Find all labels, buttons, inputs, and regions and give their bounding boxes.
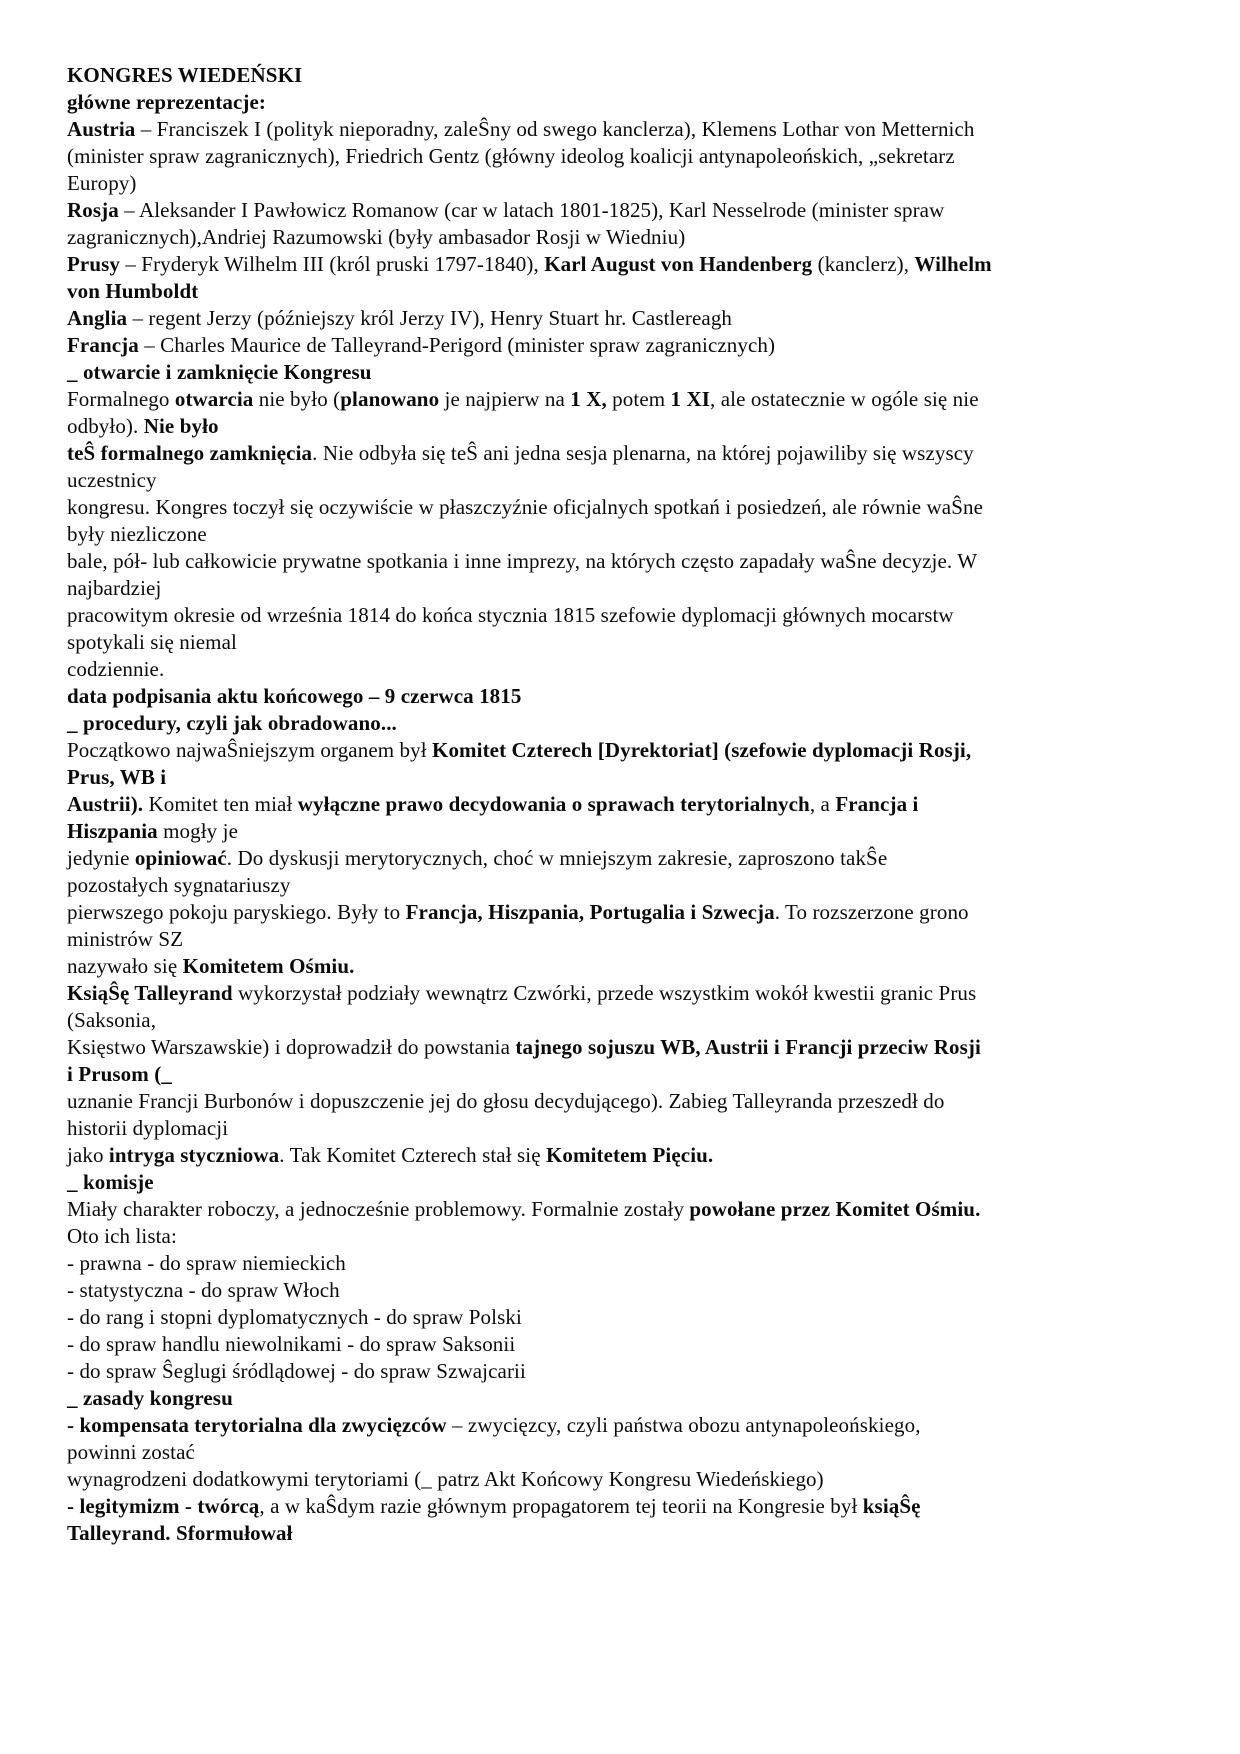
text-segment-bold: Francja, Hiszpania, Portugalia i Szwecja: [405, 900, 775, 924]
text-line: [67, 251, 1177, 278]
text-segment-bold: Komitetem Pięciu.: [545, 1143, 714, 1167]
text-segment-bold: teŜ formalnego zamknięcia: [67, 441, 313, 465]
text-segment: najbardziej: [67, 576, 162, 600]
text-line: [67, 1169, 1177, 1196]
text-line: [67, 1007, 1177, 1034]
text-segment-bold: Prusy: [67, 252, 120, 276]
text-segment-bold: intryga styczniowa: [108, 1143, 280, 1167]
text-segment: pracowitym okresie od września 1814 do końca stycznia 1815 szefowie dyplomacji głównych mocarstw: [67, 603, 954, 627]
text-line: [67, 845, 1177, 872]
text-segment: - do rang i stopni dyplomatycznych - do spraw Polski: [67, 1305, 522, 1329]
text-segment: nazywało się: [67, 954, 183, 978]
text-line: [67, 89, 1177, 116]
text-line: [67, 224, 1177, 251]
text-segment: odbyło).: [67, 414, 144, 438]
text-segment: , ale ostatecznie w ogóle się nie: [710, 387, 979, 411]
text-line: [67, 386, 1177, 413]
text-line: [67, 656, 1177, 683]
text-segment-bold: ksiąŜę: [862, 1494, 921, 1518]
text-segment: pozostałych sygnatariuszy: [67, 873, 291, 897]
text-segment-bold: _ zasady kongresu: [67, 1386, 233, 1410]
text-segment-bold: i Prusom (_: [67, 1062, 172, 1086]
text-segment: uznanie Francji Burbonów i dopuszczenie jej do głosu decydującego). Zabieg Talleyranda przeszedł do: [67, 1089, 945, 1113]
text-segment: ministrów SZ: [67, 927, 184, 951]
text-segment: je najpierw na: [439, 387, 571, 411]
text-line: [67, 305, 1177, 332]
text-segment: kongresu. Kongres toczył się oczywiście w płaszczyźnie oficjalnych spotkań i posiedzeń, ale równie waŜne: [67, 495, 984, 519]
text-segment: potem: [606, 387, 671, 411]
text-segment-bold: Austria: [67, 117, 136, 141]
text-segment: historii dyplomacji: [67, 1116, 229, 1140]
text-segment: wykorzystał podziały wewnątrz Czwórki, przede wszystkim wokół kwestii granic Prus: [232, 981, 977, 1005]
text-line: [67, 1196, 1177, 1223]
text-line: [67, 818, 1177, 845]
text-line: [67, 764, 1177, 791]
text-segment-bold: KONGRES WIEDEŃSKI: [67, 63, 303, 87]
text-segment-bold: data podpisania aktu końcowego – 9 czerwca 1815: [67, 684, 522, 708]
text-segment-bold: Hiszpania: [67, 819, 158, 843]
text-segment: - prawna - do spraw niemieckich: [67, 1251, 346, 1275]
text-line: [67, 1385, 1177, 1412]
text-segment: . Do dyskusji merytorycznych, choć w mniejszym zakresie, zaproszono takŜe: [226, 846, 888, 870]
text-line: [67, 1331, 1177, 1358]
text-line: [67, 494, 1177, 521]
text-segment: Oto ich lista:: [67, 1224, 177, 1248]
text-line: [67, 197, 1177, 224]
text-segment: – zwycięzcy, czyli państwa obozu antynapoleońskiego,: [446, 1413, 921, 1437]
text-line: [67, 629, 1177, 656]
text-line: [67, 1034, 1177, 1061]
text-segment: uczestnicy: [67, 468, 157, 492]
text-segment-bold: Nie było: [143, 414, 219, 438]
text-segment: , a: [809, 792, 836, 816]
text-segment-bold: Komitetem Ośmiu.: [182, 954, 355, 978]
text-line: [67, 143, 1177, 170]
text-segment-bold: powołane przez Komitet Ośmiu.: [689, 1197, 981, 1221]
text-line: [67, 602, 1177, 629]
text-line: [67, 1304, 1177, 1331]
text-segment: zagranicznych),Andriej Razumowski (były ambasador Rosji w Wiedniu): [67, 225, 686, 249]
text-line: [67, 872, 1177, 899]
text-segment: – Franciszek I (polityk nieporadny, zaleŜny od swego kanclerza), Klemens Lothar von Metternich: [135, 117, 975, 141]
text-segment-bold: Francja: [67, 333, 139, 357]
text-segment-bold: _ procedury, czyli jak obradowano...: [67, 711, 397, 735]
text-line: [67, 737, 1177, 764]
text-line: [67, 1493, 1177, 1520]
text-segment: . Tak Komitet Czterech stał się: [279, 1143, 546, 1167]
text-segment-bold: Francja i: [835, 792, 919, 816]
text-line: [67, 467, 1177, 494]
text-line: [67, 1061, 1177, 1088]
text-line: [67, 548, 1177, 575]
text-line: [67, 170, 1177, 197]
text-line: [67, 1466, 1177, 1493]
text-segment-bold: KsiąŜę Talleyrand: [67, 981, 233, 1005]
text-segment-bold: Komitet Czterech [Dyrektoriat] (szefowie dyplomacji Rosji,: [432, 738, 972, 762]
text-segment-bold: planowano: [340, 387, 440, 411]
text-segment: Początkowo najwaŜniejszym organem był: [67, 738, 433, 762]
text-line: [67, 1277, 1177, 1304]
text-segment: mogły je: [157, 819, 238, 843]
text-segment: spotykali się niemal: [67, 630, 237, 654]
text-line: [67, 899, 1177, 926]
text-segment: – Fryderyk Wilhelm III (król pruski 1797-1840),: [120, 252, 545, 276]
text-segment-bold: _ komisje: [67, 1170, 154, 1194]
text-segment: – Charles Maurice de Talleyrand-Perigord (minister spraw zagranicznych): [138, 333, 776, 357]
text-segment-bold: Wilhelm: [914, 252, 992, 276]
text-segment: wynagrodzeni dodatkowymi terytoriami (_ patrz Akt Końcowy Kongresu Wiedeńskiego): [67, 1467, 824, 1491]
text-line: [67, 1088, 1177, 1115]
text-line: [67, 1250, 1177, 1277]
text-segment: (Saksonia,: [67, 1008, 157, 1032]
text-line: [67, 1223, 1177, 1250]
text-line: [67, 359, 1177, 386]
text-line: [67, 926, 1177, 953]
text-segment-bold: Prus, WB i: [67, 765, 167, 789]
text-segment: jako: [67, 1143, 109, 1167]
text-segment: Księstwo Warszawskie) i doprowadził do powstania: [67, 1035, 516, 1059]
text-segment: Europy): [67, 171, 137, 195]
text-segment-bold: Anglia: [67, 306, 128, 330]
text-segment-bold: von Humboldt: [67, 279, 199, 303]
document-body: [67, 62, 1177, 1547]
text-segment: były niezliczone: [67, 522, 207, 546]
text-line: [67, 791, 1177, 818]
text-segment-bold: - kompensata terytorialna dla zwycięzców: [67, 1413, 447, 1437]
text-segment-bold: tajnego sojuszu WB, Austrii i Francji przeciw Rosji: [515, 1035, 981, 1059]
text-segment: - statystyczna - do spraw Włoch: [67, 1278, 340, 1302]
text-segment: - do spraw handlu niewolnikami - do spraw Saksonii: [67, 1332, 516, 1356]
text-line: [67, 1439, 1177, 1466]
text-line: [67, 1142, 1177, 1169]
text-line: [67, 278, 1177, 305]
text-segment-bold: wyłączne prawo decydowania o sprawach terytorialnych: [297, 792, 810, 816]
text-segment-bold: opiniować: [134, 846, 227, 870]
text-segment-bold: Talleyrand. Sformułował: [67, 1521, 293, 1545]
text-segment-bold: 1 XI: [670, 387, 711, 411]
text-segment-bold: Austrii).: [67, 792, 144, 816]
text-segment: . To rozszerzone grono: [774, 900, 969, 924]
text-line: [67, 440, 1177, 467]
text-line: [67, 575, 1177, 602]
text-segment-bold: Karl August von Handenberg: [544, 252, 813, 276]
text-segment-bold: 1 X,: [570, 387, 607, 411]
text-line: [67, 413, 1177, 440]
text-line: [67, 980, 1177, 1007]
text-segment: Komitet ten miał: [143, 792, 298, 816]
text-line: [67, 953, 1177, 980]
text-segment: - do spraw Ŝeglugi śródlądowej - do spraw Szwajcarii: [67, 1359, 526, 1383]
text-line: [67, 710, 1177, 737]
text-segment: – regent Jerzy (późniejszy król Jerzy IV), Henry Stuart hr. Castlereagh: [127, 306, 733, 330]
text-segment: bale, pół- lub całkowicie prywatne spotkania i inne imprezy, na których często zapadały waŜne decyzje. W: [67, 549, 978, 573]
text-segment: , a w kaŜdym razie głównym propagatorem tej teorii na Kongresie był: [259, 1494, 863, 1518]
text-line: [67, 332, 1177, 359]
text-line: [67, 1115, 1177, 1142]
text-segment: jedynie: [67, 846, 135, 870]
text-line: [67, 683, 1177, 710]
text-line: [67, 1520, 1177, 1547]
text-segment: (minister spraw zagranicznych), Friedrich Gentz (główny ideolog koalicji antynapoleońskich, „sekretarz: [67, 144, 955, 168]
text-segment: codziennie.: [67, 657, 165, 681]
text-segment: – Aleksander I Pawłowicz Romanow (car w latach 1801-1825), Karl Nesselrode (minister spraw: [118, 198, 945, 222]
text-line: [67, 116, 1177, 143]
text-segment: pierwszego pokoju paryskiego. Były to: [67, 900, 406, 924]
text-line: [67, 1412, 1177, 1439]
text-segment-bold: główne reprezentacje:: [67, 90, 266, 114]
text-segment-bold: Rosja: [67, 198, 119, 222]
text-segment: powinni zostać: [67, 1440, 195, 1464]
text-segment: . Nie odbyła się teŜ ani jedna sesja plenarna, na której pojawiliby się wszyscy: [312, 441, 974, 465]
text-line: [67, 1358, 1177, 1385]
text-segment-bold: _ otwarcie i zamknięcie Kongresu: [67, 360, 372, 384]
text-segment: Formalnego: [67, 387, 175, 411]
text-segment: Miały charakter roboczy, a jednocześnie problemowy. Formalnie zostały: [67, 1197, 690, 1221]
text-segment-bold: - legitymizm - twórcą: [67, 1494, 260, 1518]
text-line: [67, 521, 1177, 548]
text-segment-bold: otwarcia: [174, 387, 254, 411]
text-segment: nie było (: [253, 387, 341, 411]
text-segment: (kanclerz),: [812, 252, 915, 276]
text-line: [67, 62, 1177, 89]
